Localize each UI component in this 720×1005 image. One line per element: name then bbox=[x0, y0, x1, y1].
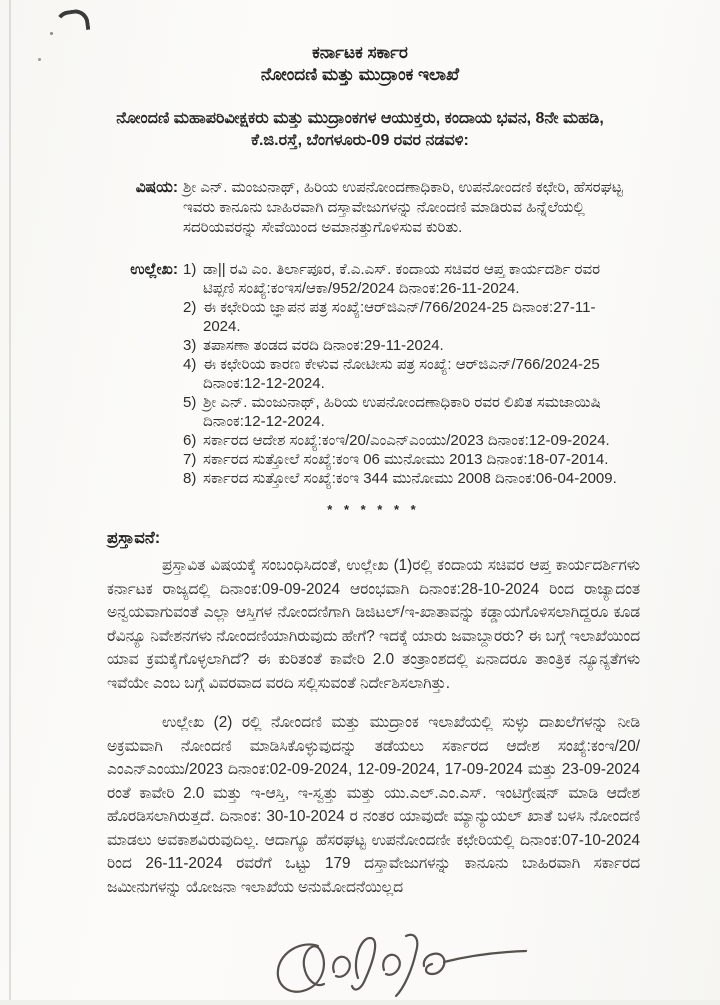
government-title: ಕರ್ನಾಟಕ ಸರ್ಕಾರ bbox=[312, 43, 408, 62]
document-header bbox=[0, 0, 720, 86]
subject-text: ಶ್ರೀ ಎನ್. ಮಂಜುನಾಥ್, ಹಿರಿಯ ಉಪನೋಂದಣಾಧಿಕಾರಿ, ಉಪನೋಂದಣಿ ಕಛೇರಿ, ಹೆಸರಘಟ್ಟ ಇವರು ಕಾನೂನು ಬಾಹಿರವಾಗಿ ದಸ್ತಾವೇಜುಗಳನ್ನು ನೋಂದಣಿ ಮಾಡಿರುವ ಹಿನ್ನೆಲೆಯಲ್ಲಿ ಸದರಿಯವರನ್ನು ಸೇವೆಯಿಂದ ಅಮಾನತ್ತುಗೊಳಿಸುವ ಕುರಿತು. bbox=[183, 179, 623, 236]
reference-number: 5) bbox=[183, 394, 197, 411]
reference-number: 3) bbox=[183, 337, 197, 354]
reference-item bbox=[183, 260, 640, 298]
reference-text: ಸರ್ಕಾರದ ಆದೇಶ ಸಂಖ್ಯೆ:ಕಂಇ/20/ಎಂಎನ್‌ಎಂಯು/2023 ದಿನಾಂಕ:12-09-2024. bbox=[203, 432, 610, 449]
document-body bbox=[0, 178, 720, 899]
reference-text: ಈ ಕಛೇರಿಯ ಜ್ಞಾಪನ ಪತ್ರ ಸಂಖ್ಯೆ:ಆರ್‌ಜಿಎನ್/766/2024-25 ದಿನಾಂಕ:27-11-2024. bbox=[203, 299, 596, 335]
reference-item bbox=[183, 431, 640, 450]
reference-number: 7) bbox=[183, 451, 197, 468]
subject-label: ವಿಷಯ: bbox=[135, 179, 178, 196]
department-title: ನೋಂದಣಿ ಮತ್ತು ಮುದ್ರಾಂಕ ಇಲಾಖೆ bbox=[260, 65, 460, 84]
reference-item bbox=[183, 336, 640, 355]
asterisk-separator: * * * * * * bbox=[327, 502, 420, 517]
reference-item bbox=[183, 355, 640, 393]
reference-item bbox=[183, 393, 640, 431]
reference-number: 1) bbox=[183, 261, 197, 278]
reference-text: ಈ ಕಛೇರಿಯ ಕಾರಣ ಕೇಳುವ ನೋಟೀಸು ಪತ್ರ ಸಂಖ್ಯೆ: ಆರ್‌ಜಿಎನ್/766/2024-25 ದಿನಾಂಕ:12-12-2024. bbox=[203, 356, 600, 392]
reference-number: 8) bbox=[183, 470, 197, 487]
reference-item bbox=[183, 469, 640, 488]
reference-item bbox=[183, 450, 640, 469]
reference-text: ಡಾ|| ರವಿ ಎಂ. ತಿರ್ಲಾಪೂರ, ಕೆ.ಎ.ಎಸ್. ಕಂದಾಯ ಸಚಿವರ ಆಪ್ತ ಕಾರ್ಯದರ್ಶಿ ರವರ ಟಿಪ್ಪಣಿ ಸಂಖ್ಯೆ:ಕಂಇಸ/ಆಕಾ/952/2024 ದಿನಾಂಕ:26-11-2024. bbox=[203, 261, 601, 297]
scan-edge-line bbox=[9, 0, 11, 1000]
preamble-paragraph-1: ಪ್ರಸ್ತಾವಿತ ವಿಷಯಕ್ಕೆ ಸಂಬಂಧಿಸಿದಂತೆ, ಉಲ್ಲೇಖ (1)ರಲ್ಲಿ ಕಂದಾಯ ಸಚಿವರ ಆಪ್ತ ಕಾರ್ಯದರ್ಶಿಗಳು ಕರ್ನಾಟಕ ರಾಜ್ಯದಲ್ಲಿ ದಿನಾಂಕ:09-09-2024 ಆರಂಭವಾಗಿ ದಿನಾಂಕ:28-10-2024 ರಿಂದ ರಾಜ್ಯಾದಂತ ಅನ್ವಯವಾಗುವಂತೆ ಎಲ್ಲಾ ಆಸ್ತಿಗಳ ನೋಂದಣಿಗಾಗಿ ಡಿಜಿಟಲ್/ಇ-ಖಾತಾವನ್ನು ಕಡ್ಡಾಯಗೊಳಿಸಲಾಗಿದ್ದರೂ ಕೂಡ ರೆವಿನ್ಯೂ ನಿವೇಶನಗಳು ನೋಂದಣಿಯಾಗಿರುವುದು ಹೇಗೆ? ಇದಕ್ಕೆ ಯಾರು ಜವಾಬ್ದಾರರು? ಈ ಬಗ್ಗೆ ಇಲಾಖೆಯಿಂದ ಯಾವ ಕ್ರಮಕೈಗೊಳ್ಳಲಾಗಿದೆ? ಈ ಕುರಿತಂತೆ ಕಾವೇರಿ 2.0 ತಂತ್ರಾಂಶದಲ್ಲಿ ಏನಾದರೂ ತಾಂತ್ರಿಕ ನ್ಯೂನ್ಯತೆಗಳು ಇವೆಯೇ ಎಂಬ ಬಗ್ಗೆ ವಿವರವಾದ ವರದಿ ಸಲ್ಲಿಸುವಂತೆ ನಿರ್ದೇಶಿಸಲಾಗಿತ್ತು. bbox=[107, 557, 640, 692]
reference-number: 6) bbox=[183, 432, 197, 449]
references-block bbox=[107, 260, 640, 488]
handwritten-signature bbox=[272, 926, 532, 1005]
reference-text: ಸರ್ಕಾರದ ಸುತ್ತೋಲೆ ಸಂಖ್ಯೆ:ಕಂಇ 06 ಮುನೋಮು 2013 ದಿನಾಂಕ:18-07-2014. bbox=[203, 451, 609, 468]
preamble-paragraph-2: ಉಲ್ಲೇಖ (2) ರಲ್ಲಿ ನೋಂದಣಿ ಮತ್ತು ಮುದ್ರಾಂಕ ಇಲಾಖೆಯಲ್ಲಿ ಸುಳ್ಳು ದಾಖಲೆಗಳನ್ನು ನೀಡಿ ಅಕ್ರಮವಾಗಿ ನೋಂದಣಿ ಮಾಡಿಸಿಕೊಳ್ಳುವುದನ್ನು ತಡೆಯಲು ಸರ್ಕಾರದ ಆದೇಶ ಸಂಖ್ಯೆ:ಕಂಇ/20/ಎಂಎನ್‌ಎಂಯು/2023 ದಿನಾಂಕ:02-09-2024, 12-09-2024, 17-09-2024 ಮತ್ತು 23-09-2024 ರಂತೆ ಕಾವೇರಿ 2.0 ಮತ್ತು ಇ-ಆಸ್ತಿ, ಇ-ಸ್ವತ್ತು ಮತ್ತು ಯು.ಎಲ್.ಎಂ.ಎಸ್. ಇಂಟಿಗ್ರೇಷನ್ ಮಾಡಿ ಆದೇಶ ಹೊರಡಿಸಲಾಗಿರುತ್ತದೆ. ದಿನಾಂಕ: 30-10-2024 ರ ನಂತರ ಯಾವುದೇ ಮ್ಯಾನ್ಯುಯಲ್ ಖಾತೆ ಬಳಸಿ ನೋಂದಣಿ ಮಾಡಲು ಅವಕಾಶವಿರುವುದಿಲ್ಲ. ಆದಾಗ್ಯೂ ಹೆಸರಘಟ್ಟ ಉಪನೋಂದಣೀ ಕಛೇರಿಯಲ್ಲಿ ದಿನಾಂಕ:07-10-2024 ರಿಂದ 26-11-2024 ರವರೆಗೆ ಒಟ್ಟು 179 ದಸ್ತಾವೇಜುಗಳನ್ನು ಕಾನೂನು ಬಾಹಿರವಾಗಿ ಸರ್ಕಾರದ ಜಮೀನುಗಳನ್ನು ಯೋಜನಾ ಇಲಾಖೆಯ ಅನುಮೋದನೆಯಿಲ್ಲದ bbox=[107, 714, 640, 896]
references-label: ಉಲ್ಲೇಖ: bbox=[130, 261, 178, 278]
reference-number: 4) bbox=[183, 356, 197, 373]
reference-text: ಶ್ರೀ ಎನ್. ಮಂಜುನಾಥ್, ಹಿರಿಯ ಉಪನೋಂದಣಾಧಿಕಾರಿ ರವರ ಲಿಖಿತ ಸಮಜಾಯಿಷಿ ದಿನಾಂಕ:12-12-2024. bbox=[203, 394, 601, 430]
references-list bbox=[183, 260, 640, 488]
subject-block bbox=[107, 178, 640, 238]
reference-text: ತಪಾಸಣಾ ತಂಡದ ವರದಿ ದಿನಾಂಕ:29-11-2024. bbox=[203, 337, 444, 354]
preamble-heading: ಪ್ರಸ್ತಾವನೆ: bbox=[107, 529, 161, 547]
reference-number: 2) bbox=[183, 299, 197, 316]
reference-item bbox=[183, 298, 640, 336]
scan-dot bbox=[50, 32, 53, 35]
office-address: ನೋಂದಣಿ ಮಹಾಪರಿವೀಕ್ಷಕರು ಮತ್ತು ಮುದ್ರಾಂಕಗಳ ಆಯುಕ್ತರು, ಕಂದಾಯ ಭವನ, 8ನೇ ಮಹಡಿ, ಕೆ.ಜಿ.ರಸ್ತೆ, ಬೆಂಗಳೂರು-09 ರವರ ನಡವಳಿ: bbox=[116, 110, 604, 149]
reference-text: ಸರ್ಕಾರದ ಸುತ್ತೋಲೆ ಸಂಖ್ಯೆ:ಕಂಇ 344 ಮುನೋಮು 2008 ದಿನಾಂಕ:06-04-2009. bbox=[203, 470, 617, 487]
scan-dot bbox=[38, 58, 41, 61]
